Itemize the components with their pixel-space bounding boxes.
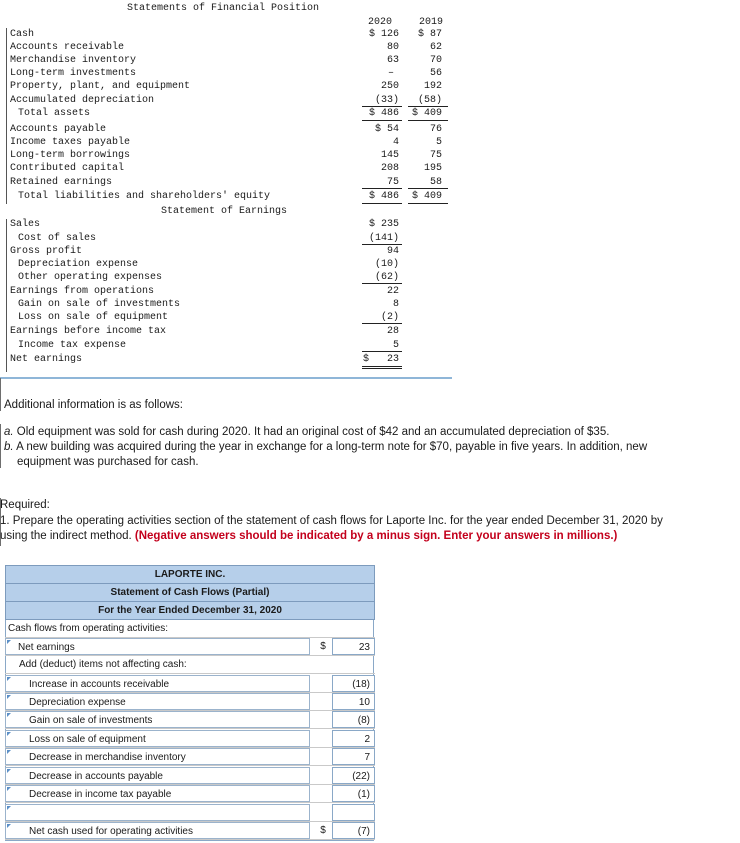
table-row [5,675,375,693]
underline [408,203,448,204]
fp-row: Accumulated depreciation (33) (58) [10,95,442,106]
underline [362,244,402,245]
fp-row: Property, plant, and equipment 250 192 [10,81,442,92]
dropdown-flag-icon [7,769,11,773]
info-item-b: b. A new building was acquired during the year in exchange for a long-term note for $70, payable in five years. In addition, new [4,441,648,453]
info-item-a: a. Old equipment was sold for cash during 2020. It had an original cost of $42 and an accumulated depreciation of $35. [4,426,610,438]
underline [408,188,448,189]
earnings-row: Cost of sales (141) [18,233,399,244]
amount-input[interactable]: (22) [332,767,375,784]
table-row [5,785,375,803]
fp-row: Retained earnings 75 58 [10,177,442,188]
table-row [5,730,375,748]
required-line-1: 1. Prepare the operating activities section of the statement of cash flows for Laporte Inc. for the year ended December 31, 2020 by [0,515,663,527]
row-label-input[interactable]: Increase in accounts receivable [5,675,310,692]
row-label-input[interactable]: Net earnings [5,638,310,655]
table-row [5,748,375,766]
section-row [5,620,375,638]
underline [362,283,402,284]
required-heading: Required: [0,499,50,511]
section-label: Cash flows from operating activities: [8,623,169,634]
fp-row: Accounts receivable 80 62 [10,42,442,53]
item-letter-b: b. [4,441,14,453]
earnings-title: Statement of Earnings [161,206,288,217]
table-row [5,804,375,822]
dollar-sign: $ [314,638,332,656]
double-underline [362,368,402,369]
earnings-row: Loss on sale of equipment (2) [18,312,399,323]
earnings-row: Other operating expenses (62) [18,272,399,283]
dropdown-flag-icon [7,787,11,791]
fp-row: Cash $ 126 $ 87 [10,29,442,40]
fp-row: Total assets $ 486 $ 409 [18,108,442,119]
amount-input[interactable]: (7) [332,822,375,839]
dropdown-flag-icon [7,640,11,644]
row-label-input[interactable] [5,804,310,821]
dropdown-flag-icon [7,695,11,699]
dropdown-flag-icon [7,677,11,681]
underline [362,351,402,352]
dollar-sign [314,804,332,822]
fp-row: Long-term investments – 56 [10,68,442,79]
statement-period: For the Year Ended December 31, 2020 [5,601,375,620]
fp-row: Total liabilities and shareholders' equity $ 486 $ 409 [18,191,442,202]
row-label-input[interactable]: Decrease in income tax payable [5,785,310,802]
dollar-sign [314,748,332,766]
underline [362,188,402,189]
table-row [5,822,375,840]
row-label-input[interactable]: Decrease in accounts payable [5,767,310,784]
earnings-row: Depreciation expense (10) [18,259,399,270]
dropdown-flag-icon [7,824,11,828]
additional-intro: Additional information is as follows: [4,399,183,411]
earnings-row: Earnings from operations 22 [10,286,399,297]
underline [408,106,448,107]
dollar-sign [314,767,332,785]
info-item-b-cont: equipment was purchased for cash. [17,456,199,468]
underline [362,120,402,121]
row-label-input[interactable]: Decrease in merchandise inventory [5,748,310,765]
underline [362,106,402,107]
dropdown-flag-icon [7,750,11,754]
amount-input[interactable]: 10 [332,693,375,710]
table-row [5,767,375,785]
row-label-input[interactable]: Depreciation expense [5,693,310,710]
row-label-input[interactable]: Loss on sale of equipment [5,730,310,747]
table-row [5,638,375,656]
company-name: LAPORTE INC. [5,565,375,584]
underline [408,120,448,121]
dollar-sign [314,693,332,711]
dropdown-flag-icon [7,713,11,717]
earnings-row: Net earnings $ 23 [10,354,399,365]
amount-input[interactable]: (18) [332,675,375,692]
financial-statements-image [0,0,452,379]
year-2020: 2020 [368,17,393,28]
earnings-row: Gain on sale of investments 8 [18,299,399,310]
amount-input[interactable]: 23 [332,638,375,655]
double-underline [362,366,402,367]
earnings-row: Gross profit 94 [10,246,399,257]
left-gutter-line [0,378,1,411]
dropdown-flag-icon [7,732,11,736]
earnings-row: Income tax expense 5 [18,340,399,351]
earnings-row: Sales $ 235 [10,219,399,230]
required-instruction: (Negative answers should be indicated by a minus sign. Enter your answers in millions.) [134,530,618,542]
fp-row: Long-term borrowings 145 75 [10,150,442,161]
dollar-sign: $ [314,822,332,840]
fp-row: Accounts payable $ 54 76 [10,124,442,135]
fp-row: Merchandise inventory 63 70 [10,55,442,66]
row-label: Add (deduct) items not affecting cash: [19,659,187,670]
amount-input[interactable]: 2 [332,730,375,747]
underline [362,323,402,324]
earnings-row: Earnings before income tax 28 [10,326,399,337]
statement-title: Statements of Financial Position [127,3,320,14]
underline [362,203,402,204]
required-line-2: using the indirect method. (Negative answers should be indicated by a minus sign. Enter your answers in millions.) [0,530,618,542]
amount-input[interactable]: (1) [332,785,375,802]
row-label-input[interactable]: Net cash used for operating activities [5,822,310,839]
year-2019: 2019 [419,17,444,28]
amount-input[interactable] [332,804,375,821]
fp-row: Income taxes payable 4 5 [10,137,442,148]
left-gutter-line [0,424,1,468]
amount-input[interactable]: (8) [332,711,375,728]
table-row [5,693,375,711]
dollar-sign [314,785,332,803]
dollar-sign [314,711,332,729]
dollar-sign [314,730,332,748]
fp-row: Contributed capital 208 195 [10,163,442,174]
item-letter-a: a. [4,426,14,438]
dropdown-flag-icon [7,806,11,810]
dollar-sign [314,675,332,693]
row-label-input[interactable]: Gain on sale of investments [5,711,310,728]
table-row [5,656,375,674]
statement-name: Statement of Cash Flows (Partial) [5,583,375,602]
amount-input[interactable]: 7 [332,748,375,765]
table-row [5,711,375,729]
